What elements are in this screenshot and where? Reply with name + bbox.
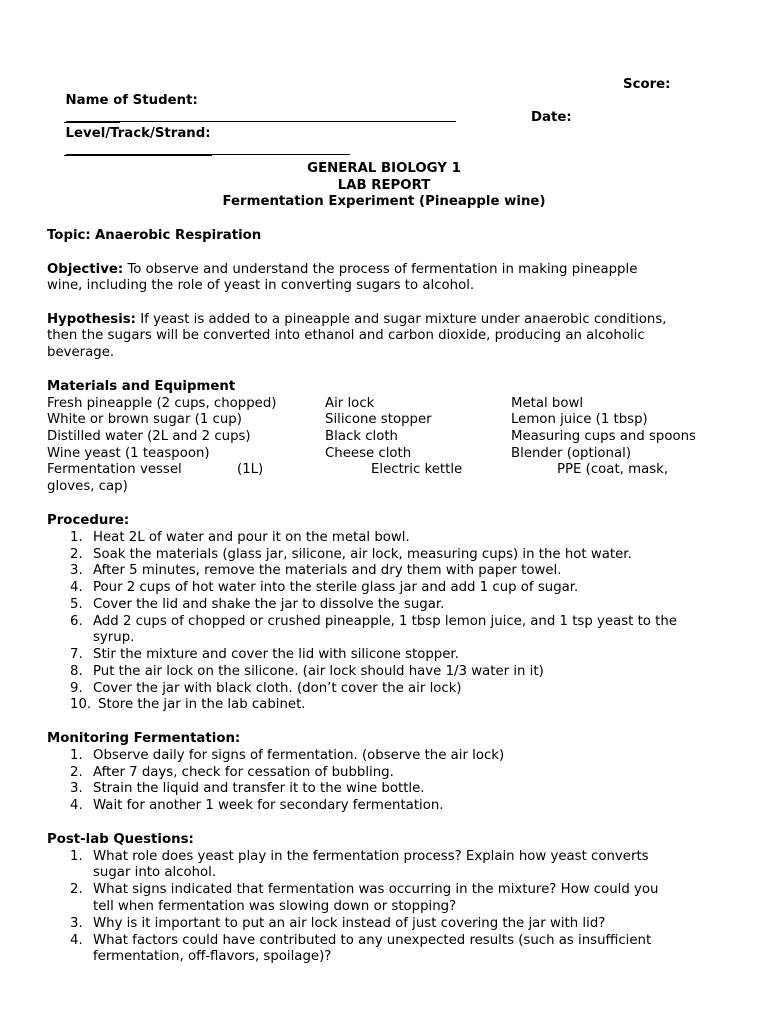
- list-number: 4.: [70, 933, 83, 948]
- objective-line-2: wine, including the role of yeast in converting sugars to alcohol.: [47, 278, 475, 293]
- objective-text: To observe and understand the process of fermentation in making pineapple: [127, 262, 638, 277]
- postlab-question-continued: sugar into alcohol.: [93, 865, 217, 880]
- hypothesis-line-3: beverage.: [47, 345, 115, 360]
- list-number: 2.: [70, 547, 83, 562]
- list-number: 3.: [70, 916, 83, 931]
- materials-heading: Materials and Equipment: [47, 379, 236, 394]
- material-item: Metal bowl: [511, 396, 584, 411]
- postlab-question: What factors could have contributed to any unexpected results (such as insufficient: [93, 933, 652, 948]
- topic-label: Topic:: [47, 228, 91, 243]
- list-number: 3.: [70, 781, 83, 796]
- procedure-step: After 5 minutes, remove the materials and dry them with paper towel.: [93, 563, 562, 578]
- topic-line: [47, 228, 261, 244]
- material-item: White or brown sugar (1 cup): [47, 412, 242, 427]
- monitoring-heading: Monitoring Fermentation:: [47, 731, 241, 746]
- list-number: 9.: [70, 681, 83, 696]
- postlab-question: What role does yeast play in the fermentation process? Explain how yeast converts: [93, 849, 649, 864]
- list-number: 7.: [70, 647, 83, 662]
- hypothesis-label: Hypothesis:: [47, 312, 136, 327]
- procedure-step-continued: syrup.: [93, 630, 135, 645]
- procedure-step: Cover the jar with black cloth. (don’t cover the air lock): [93, 681, 462, 696]
- student-name-label: Name of Student:: [65, 93, 198, 108]
- material-item: Lemon juice (1 tbsp): [511, 412, 648, 427]
- list-number: 4.: [70, 580, 83, 595]
- material-item: Electric kettle: [371, 462, 463, 477]
- postlab-question-continued: fermentation, off-flavors, spoilage)?: [93, 949, 332, 964]
- material-item: Distilled water (2L and 2 cups): [47, 429, 251, 444]
- procedure-heading: Procedure:: [47, 513, 130, 528]
- list-number: 4.: [70, 798, 83, 813]
- postlab-question: Why is it important to put an air lock instead of just covering the jar with lid?: [93, 916, 606, 931]
- procedure-step: Heat 2L of water and pour it on the metal bowl.: [93, 530, 410, 545]
- material-item: Measuring cups and spoons: [511, 429, 696, 444]
- procedure-step: Soak the materials (glass jar, silicone, air lock, measuring cups) in the hot water.: [93, 547, 632, 562]
- list-number: 1.: [70, 530, 83, 545]
- monitoring-step: Strain the liquid and transfer it to the wine bottle.: [93, 781, 425, 796]
- monitoring-step: After 7 days, check for cessation of bubbling.: [93, 765, 394, 780]
- procedure-step: Cover the lid and shake the jar to dissolve the sugar.: [93, 597, 445, 612]
- postlab-question-continued: tell when fermentation was slowing down or stopping?: [93, 899, 457, 914]
- material-item: Blender (optional): [511, 446, 632, 461]
- experiment-title: Fermentation Experiment (Pineapple wine): [222, 194, 546, 209]
- hypothesis-text: If yeast is added to a pineapple and sugar mixture under anaerobic conditions,: [140, 312, 667, 327]
- material-item: Black cloth: [325, 429, 398, 444]
- list-number: 10.: [70, 697, 92, 712]
- hypothesis-line-2: then the sugars will be converted into ethanol and carbon dioxide, producing an alcoholic: [47, 328, 645, 343]
- list-number: 8.: [70, 664, 83, 679]
- list-number: 1.: [70, 849, 83, 864]
- list-number: 2.: [70, 765, 83, 780]
- procedure-step: Put the air lock on the silicone. (air lock should have 1/3 water in it): [93, 664, 544, 679]
- procedure-step: Stir the mixture and cover the lid with silicone stopper.: [93, 647, 459, 662]
- material-item-size: (1L): [237, 462, 264, 477]
- postlab-question: What signs indicated that fermentation was occurring in the mixture? How could you: [93, 882, 659, 897]
- list-number: 3.: [70, 563, 83, 578]
- hypothesis-line-1: [47, 312, 667, 328]
- report-title: LAB REPORT: [337, 178, 431, 193]
- material-item: Cheese cloth: [325, 446, 412, 461]
- level-label: Level/Track/Strand:: [65, 126, 211, 141]
- material-item: Fermentation vessel: [47, 462, 182, 477]
- monitoring-step: Observe daily for signs of fermentation. (observe the air lock): [93, 748, 505, 763]
- material-item: Air lock: [325, 396, 375, 411]
- list-number: 1.: [70, 748, 83, 763]
- objective-line-1: [47, 262, 637, 278]
- monitoring-step: Wait for another 1 week for secondary fermentation.: [93, 798, 444, 813]
- procedure-step: Pour 2 cups of hot water into the sterile glass jar and add 1 cup of sugar.: [93, 580, 579, 595]
- course-title: GENERAL BIOLOGY 1: [307, 161, 461, 176]
- material-item: gloves, cap): [47, 479, 128, 494]
- list-number: 2.: [70, 882, 83, 897]
- date-field[interactable]: [64, 143, 212, 156]
- list-number: 6.: [70, 614, 83, 629]
- list-number: 5.: [70, 597, 83, 612]
- procedure-step: Add 2 cups of chopped or crushed pineapple, 1 tbsp lemon juice, and 1 tsp yeast to the: [93, 614, 677, 629]
- material-item: Fresh pineapple (2 cups, chopped): [47, 396, 277, 411]
- postlab-heading: Post-lab Questions:: [47, 832, 194, 847]
- score-label: Score:: [623, 77, 671, 92]
- material-item: Wine yeast (1 teaspoon): [47, 446, 210, 461]
- material-item: PPE (coat, mask,: [557, 462, 669, 477]
- topic-text: Anaerobic Respiration: [94, 228, 262, 243]
- objective-label: Objective:: [47, 262, 124, 277]
- procedure-step: Store the jar in the lab cabinet.: [98, 697, 306, 712]
- material-item: Silicone stopper: [325, 412, 432, 427]
- date-label: Date:: [531, 110, 572, 125]
